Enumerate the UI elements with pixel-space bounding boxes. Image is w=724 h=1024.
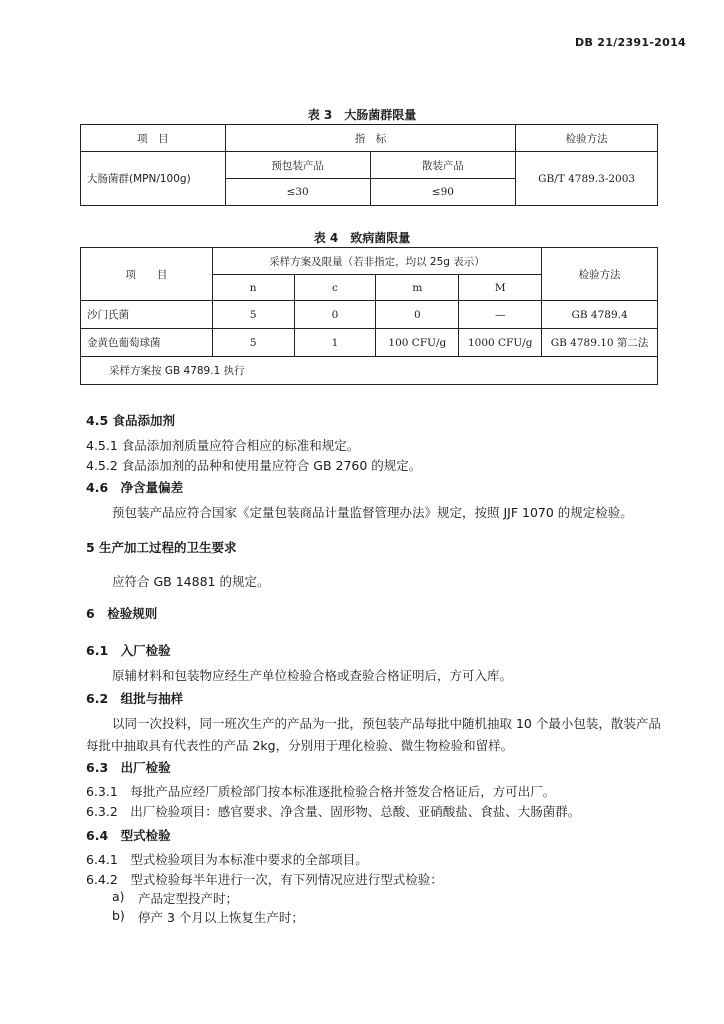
table4-pathogen-limits	[80, 247, 658, 385]
table3-value-prepack: ≤30	[225, 179, 370, 206]
clause-6-4-1: 6.4.1 型式检验项目为本标准中要求的全部项目。	[86, 852, 368, 867]
table-row	[81, 329, 658, 357]
table4-cell-m: 0	[376, 301, 459, 329]
section-6-3-title: 6.3 出厂检验	[86, 760, 171, 775]
table4-header-method: 检验方法	[542, 248, 658, 301]
table3-subheader-prepack: 预包装产品	[225, 152, 370, 179]
clause-6-4-2: 6.4.2 型式检验每半年进行一次，有下列情况应进行型式检验：	[86, 872, 443, 887]
list-item-a-text: 产品定型投产时；	[138, 891, 239, 906]
section-4-5-title: 4.5 食品添加剂	[86, 413, 175, 428]
table4-subheader-n: n	[212, 275, 294, 301]
table4-subheader-m: m	[376, 275, 459, 301]
section-4-6-title: 4.6 净含量偏差	[86, 480, 184, 495]
section-6-title: 6 检验规则	[86, 606, 158, 621]
table4-header-plan: 采样方案及限量（若非指定，均以 25g 表示）	[212, 248, 541, 275]
table3-value-bulk: ≤90	[370, 179, 516, 206]
clause-4-5-1: 4.5.1 食品添加剂质量应符合相应的标准和规定。	[86, 438, 360, 453]
table4-caption: 表 4 致病菌限量	[313, 231, 411, 245]
section-5-title: 5 生产加工过程的卫生要求	[86, 540, 237, 555]
section-6-1-title: 6.1 入厂检验	[86, 643, 171, 658]
table3-header-item: 项 目	[81, 125, 226, 152]
table4-subheader-M: M	[459, 275, 542, 301]
table3-row-name: 大肠菌群(MPN/100g)	[81, 152, 226, 206]
table4-cell-M: 1000 CFU/g	[459, 329, 542, 357]
section-5-text: 应符合 GB 14881 的规定。	[112, 574, 270, 589]
table4-header-item: 项 目	[81, 248, 213, 301]
table4-cell-c: 1	[294, 329, 376, 357]
table4-row-name: 金黄色葡萄球菌	[81, 329, 213, 357]
list-item-a-label: a)	[112, 889, 125, 904]
clause-6-3-2: 6.3.2 出厂检验项目：感官要求、净含量、固形物、总酸、亚硝酸盐、食盐、大肠菌群。	[86, 804, 581, 819]
section-6-2-text-line1: 以同一次投料，同一班次生产的产品为一批，预包装产品每批中随机抽取 10 个最小包装，散装产品	[112, 716, 661, 731]
list-item-b-text: 停产 3 个月以上恢复生产时；	[138, 910, 304, 925]
table4-cell-n: 5	[212, 329, 294, 357]
clause-4-5-2: 4.5.2 食品添加剂的品种和使用量应符合 GB 2760 的规定。	[86, 458, 422, 473]
table3-method: GB/T 4789.3-2003	[516, 152, 658, 206]
table3-coliform-limits	[80, 124, 658, 206]
table3-subheader-bulk: 散装产品	[370, 152, 516, 179]
table4-cell-M: —	[459, 301, 542, 329]
list-item-b-label: b)	[112, 908, 125, 923]
table4-cell-method: GB 4789.4	[542, 301, 658, 329]
table3-caption: 表 3 大肠菌群限量	[307, 108, 417, 122]
table4-note: 采样方案按 GB 4789.1 执行	[81, 357, 658, 385]
section-6-1-text: 原辅材料和包装物应经生产单位检验合格或查验合格证明后，方可入库。	[112, 668, 513, 683]
table4-cell-method: GB 4789.10 第二法	[542, 329, 658, 357]
section-6-2-text-line2: 每批中抽取具有代表性的产品 2kg，分别用于理化检验、微生物检验和留样。	[86, 738, 514, 753]
table4-cell-n: 5	[212, 301, 294, 329]
table-row	[81, 301, 658, 329]
section-4-6-text: 预包装产品应符合国家《定量包装商品计量监督管理办法》规定，按照 JJF 1070 的规定检验。	[112, 505, 633, 520]
table3-header-index: 指 标	[225, 125, 515, 152]
standard-number: DB 21/2391-2014	[575, 36, 686, 49]
table4-row-name: 沙门氏菌	[81, 301, 213, 329]
table4-subheader-c: c	[294, 275, 376, 301]
table4-cell-m: 100 CFU/g	[376, 329, 459, 357]
section-6-2-title: 6.2 组批与抽样	[86, 691, 184, 706]
table4-cell-c: 0	[294, 301, 376, 329]
table3-header-method: 检验方法	[516, 125, 658, 152]
section-6-4-title: 6.4 型式检验	[86, 828, 171, 843]
clause-6-3-1: 6.3.1 每批产品应经厂质检部门按本标准逐批检验合格并签发合格证后，方可出厂。	[86, 784, 556, 799]
